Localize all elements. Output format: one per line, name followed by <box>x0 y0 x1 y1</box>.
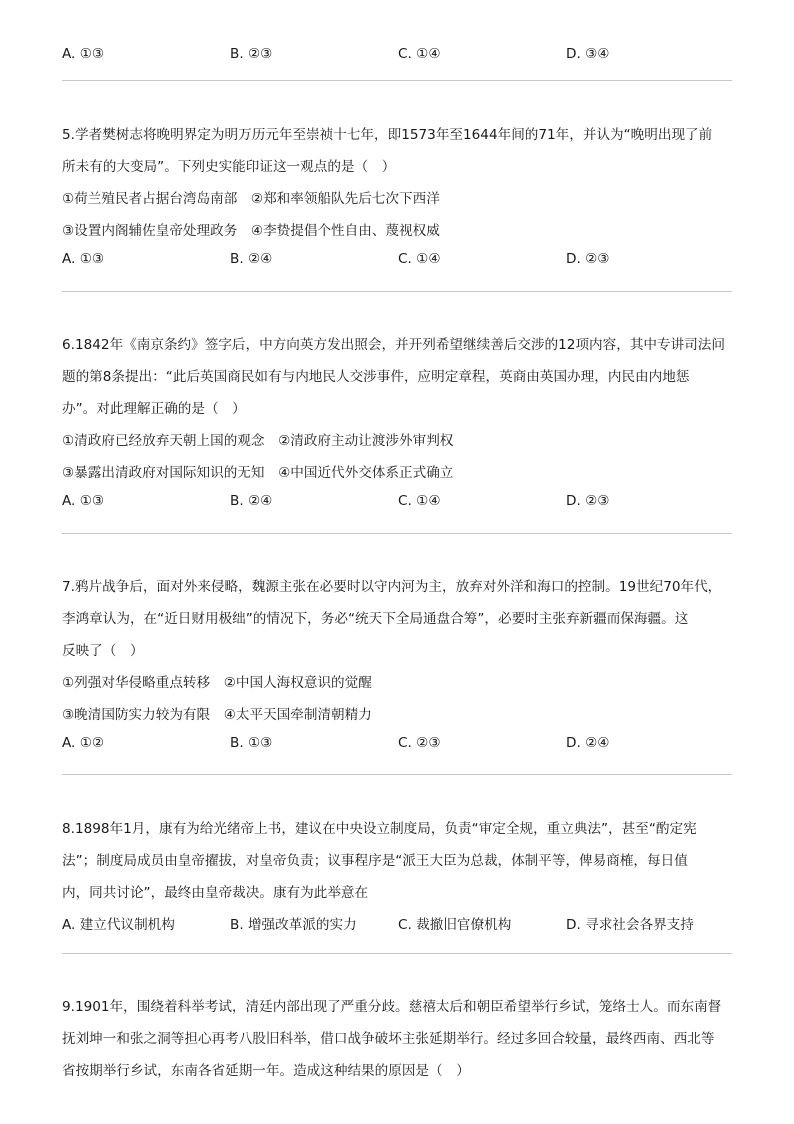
q6-option-c[interactable]: C. ①④ <box>398 493 441 509</box>
q4-option-d[interactable]: D. ③④ <box>566 46 610 62</box>
q6-option-a[interactable]: A. ①③ <box>62 493 105 509</box>
q7-option-c[interactable]: C. ②③ <box>398 735 441 751</box>
q4-option-b[interactable]: B. ②③ <box>230 46 273 62</box>
statement-line: ③晚清国防实力较为有限 ④太平天国牵制清朝精力 <box>62 707 372 723</box>
q5-option-d[interactable]: D. ②③ <box>566 251 610 267</box>
question-text-line: 李鸿章认为，在“近日财用极绌”的情况下，务必“统天下全局通盘合筹”，必要时主张弃新疆而保海疆。这 <box>62 611 689 627</box>
question-text-line: 6.1842年《南京条约》签字后，中方向英方发出照会，并开列希望继续善后交涉的12项内容，其中专讲司法问 <box>62 337 725 353</box>
question-text-line: 办”。对此理解正确的是（ ） <box>62 401 246 417</box>
q8-option-b[interactable]: B. 增强改革派的实力 <box>230 917 357 933</box>
q5-option-b[interactable]: B. ②④ <box>230 251 273 267</box>
statement-line: ①列强对华侵略重点转移 ②中国人海权意识的觉醒 <box>62 675 372 691</box>
question-text-line: 8.1898年1月，康有为给光绪帝上书，建议在中央设立制度局，负责“审定全规，重立典法”，甚至“酌定宪 <box>62 821 697 837</box>
question-text-line: 所未有的大变局”。下列史实能印证这一观点的是（ ） <box>62 159 396 175</box>
q8-option-c[interactable]: C. 裁撤旧官僚机构 <box>398 917 512 933</box>
question-text-line: 内，同共讨论”，最终由皇帝裁决。康有为此举意在 <box>62 885 369 901</box>
q7-option-a[interactable]: A. ①② <box>62 735 105 751</box>
divider <box>62 291 732 292</box>
question-text-line: 7.鸦片战争后，面对外来侵略，魏源主张在必要时以守内河为主，放弃对外洋和海口的控制。19世纪70年代， <box>62 579 722 595</box>
question-text-line: 省按期举行乡试，东南各省延期一年。造成这种结果的原因是（ ） <box>62 1063 470 1079</box>
q8-option-a[interactable]: A. 建立代议制机构 <box>62 917 175 933</box>
q5-option-a[interactable]: A. ①③ <box>62 251 105 267</box>
q5-options <box>62 251 742 271</box>
question-text-line: 9.1901年，围绕着科举考试，清廷内部出现了严重分歧。慈禧太后和朝臣希望举行乡试，笼络士人。而东南督 <box>62 999 722 1015</box>
q6-options <box>62 493 742 513</box>
divider <box>62 953 732 954</box>
question-text-line: 抚刘坤一和张之洞等担心再考八股旧科举，借口战争破坏主张延期举行。经过多回合较量，最终西南、西北等 <box>62 1031 715 1047</box>
question-text-line: 法”；制度局成员由皇帝擢拔，对皇帝负责；议事程序是“派王大臣为总裁，体制平等，俾易商榷，每日值 <box>62 853 688 869</box>
question-text-line: 5.学者樊树志将晚明界定为明万历元年至崇祯十七年，即1573年至1644年间的71年，并认为“晚明出现了前 <box>62 127 713 143</box>
q5-option-c[interactable]: C. ①④ <box>398 251 441 267</box>
statement-line: ①清政府已经放弃天朝上国的观念 ②清政府主动让渡涉外审判权 <box>62 433 454 449</box>
q4-option-c[interactable]: C. ①④ <box>398 46 441 62</box>
q8-option-d[interactable]: D. 寻求社会各界支持 <box>566 917 694 933</box>
divider <box>62 80 732 81</box>
q7-option-b[interactable]: B. ①③ <box>230 735 273 751</box>
q6-option-d[interactable]: D. ②③ <box>566 493 610 509</box>
divider <box>62 533 732 534</box>
statement-line: ③设置内阁辅佐皇帝处理政务 ④李贽提倡个性自由、蔑视权威 <box>62 223 440 239</box>
statement-line: ③暴露出清政府对国际知识的无知 ④中国近代外交体系正式确立 <box>62 465 454 481</box>
question-text-line: 题的第8条提出：“此后英国商民如有与内地民人交涉事件，应明定章程，英商由英国办理，内民由内地惩 <box>62 369 690 385</box>
question-text-line: 反映了（ ） <box>62 643 144 659</box>
divider <box>62 774 732 775</box>
q4-option-a[interactable]: A. ①③ <box>62 46 105 62</box>
q7-options <box>62 735 742 755</box>
q8-options <box>62 913 742 933</box>
q4-options <box>62 46 742 66</box>
q7-option-d[interactable]: D. ②④ <box>566 735 610 751</box>
q6-option-b[interactable]: B. ②④ <box>230 493 273 509</box>
statement-line: ①荷兰殖民者占据台湾岛南部 ②郑和率领船队先后七次下西洋 <box>62 191 440 207</box>
